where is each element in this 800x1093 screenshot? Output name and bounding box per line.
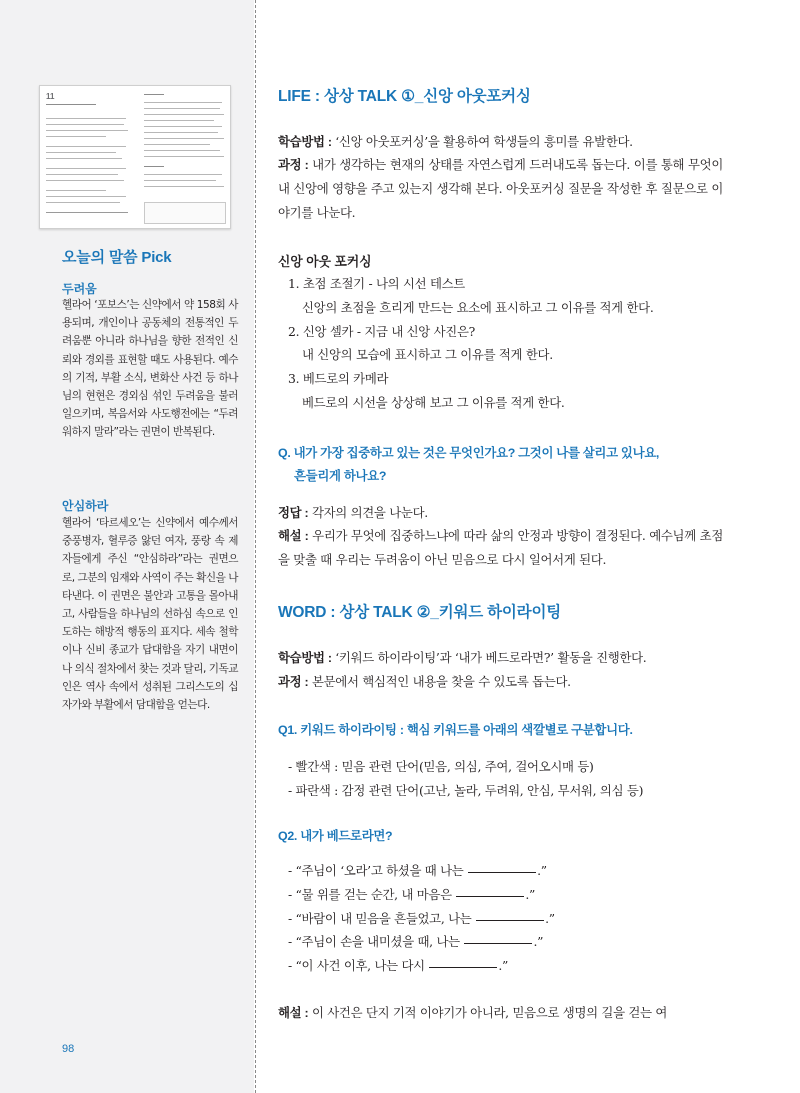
life-explanation [278,524,723,572]
prompt-end: .” [545,910,555,926]
focus-item-desc: 베드로의 시선을 상상해 보고 그 이유를 적게 한다. [302,394,565,410]
lesson-thumbnail [39,85,231,229]
word-method-label: 학습방법 : [278,651,332,665]
keyword-blue-item: - 파란색 : 감정 관련 단어(고난, 놀라, 두려워, 안심, 무서워, 의심 등) [288,782,644,798]
life-explain-label: 해설 : [278,529,309,543]
word-explain-text: 이 사건은 단지 기적 이야기가 아니라, 믿음으로 생명의 길을 걷는 여 [308,1005,668,1020]
life-method-label: 학습방법 : [278,135,332,149]
prompt-end: .” [498,958,509,974]
life-process-text: 내가 생각하는 현재의 상태를 자연스럽게 드러내도록 돕는다. 이를 통해 무엇이 내 신앙에 영향을 주고 있는지 생각해 본다. 아웃포커싱 질문을 작성한 후 질문으로 이야기를 나눈다. [278,157,723,220]
blank-line[interactable] [429,966,497,968]
prompt-text: - “바람이 내 믿음을 흔들었고, 나는 [288,910,476,926]
life-method [278,130,723,154]
keyword-color-list [288,755,728,803]
word-explanation [278,1001,723,1025]
focus-item-desc: 신앙의 초점을 흐리게 만드는 요소에 표시하고 그 이유를 적게 한다. [302,299,654,315]
focus-item-desc: 내 신앙의 모습에 표시하고 그 이유를 적게 한다. [302,347,553,363]
word-question-1: Q1. 키워드 하이라이팅 : 핵심 키워드를 아래의 색깔별로 구분합니다. [278,723,633,737]
life-process [278,153,723,224]
word-process-label: 과정 : [278,675,309,689]
focus-item-title: 1. 초점 조절기 - 나의 시선 테스트 [288,276,465,291]
page-number: 98 [62,1043,75,1055]
prompt-text: - “물 위를 걷는 순간, 내 마음은 [288,886,456,902]
prompt-item [288,883,728,907]
life-process-label: 과정 : [278,158,309,172]
focus-heading: 신앙 아웃 포커싱 [278,254,372,269]
prompt-text: - “주님이 손을 내미셨을 때, 나는 [288,934,464,950]
sidebar-heading-fear: 두려움 [62,282,97,296]
blank-line[interactable] [468,871,536,873]
life-question-line2: 흔들리게 하나요? [294,468,387,483]
life-answer-label: 정답 : [278,506,309,520]
word-method-text: ‘키워드 하이라이팅’과 ‘내가 베드로라면?’ 활동을 진행한다. [331,650,647,665]
sidebar-body-comfort: 헬라어 ‘타르세오’는 신약에서 예수께서 중풍병자, 혈루증 앓던 여자, 풍랑 속 제자들에게 주신 “안심하라”라는 권면으로, 그분의 임재와 사역이 주는 확신을 나타낸다. 이 권면은 불안과 고통을 몰아내고, 사람들을 하나님의 선하심 속으로 인도하는 해방적 행동의 표지다. 세속 철학이나 신비 종교가 답대함을 자기 내면이나 의식 절차에서 찾는 것과 달리, 기독교인은 역사 속에서 성취된 그리스도의 십자가와 부활에서 담대함을 얻는다. [62,517,238,712]
focus-item-title: 3. 베드로의 카메라 [288,371,389,387]
life-answer-text: 각자의 의견을 나눈다. [308,505,428,520]
word-question-2: Q2. 내가 베드로라면? [278,829,393,843]
prompt-end: .” [525,886,536,902]
thumbnail-number: 11 [46,92,55,101]
prompt-item [288,859,728,883]
prompt-item [288,954,728,978]
prompt-text: - “이 사건 이후, 나는 다시 [288,958,429,974]
life-question-line1: Q. 내가 가장 집중하고 있는 것은 무엇인가요? 그것이 나를 살리고 있나요, [278,446,660,460]
life-method-text: ‘신앙 아웃포커싱’을 활용하여 학생들의 흥미를 유발한다. [331,134,633,149]
sidebar-body-fear: 헬라어 ‘포보스’는 신약에서 약 158회 사용되며, 개인이나 공동체의 전통적인 두려움뿐 아니라 하나님을 향한 전적인 신뢰와 경외를 표현할 때도 사용된다. 예수의 기적, 부활 소식, 변화산 사건 등 하나님의 현현은 경외심 섞인 두려움을 불러일으키며, 복음서와 사도행전에는 “두려워하지 말라”라는 권면이 반복된다. [62,299,238,439]
life-explain-text: 우리가 무엇에 집중하느냐에 따라 삶의 안정과 방향이 결정된다. 예수님께 초점을 맞출 때 우리는 두려움이 아닌 믿음으로 다시 일어서게 된다. [278,528,723,568]
sidebar-heading-comfort: 안심하라 [62,499,109,513]
life-answer [278,501,723,525]
prompt-text: - “주님이 ‘오라’고 하셨을 때 나는 [288,863,468,878]
word-method [278,646,723,670]
page-divider [255,0,256,1093]
keyword-red-item: - 빨간색 : 믿음 관련 단어(믿음, 의심, 주여, 걸어오시매 등) [288,759,594,774]
prompt-item [288,907,728,931]
peter-prompts-list [288,859,728,978]
blank-line[interactable] [464,942,532,944]
prompt-end: .” [537,863,547,878]
blank-line[interactable] [476,919,544,921]
word-section-title: WORD : 상상 TALK ②_키워드 하이라이팅 [278,604,561,621]
life-section-title: LIFE : 상상 TALK ①_신앙 아웃포커싱 [278,88,531,105]
sidebar-title: 오늘의 말씀 Pick [62,249,172,266]
life-question [278,442,728,487]
prompt-end: .” [533,934,544,950]
word-process [278,670,723,694]
prompt-item [288,930,728,954]
word-process-text: 본문에서 핵심적인 내용을 찾을 수 있도록 돕는다. [308,674,571,689]
word-explain-label: 해설 : [278,1006,309,1020]
blank-line[interactable] [456,895,524,897]
focus-list [288,272,728,415]
focus-item-title: 2. 신앙 셀카 - 지금 내 신앙 사진은? [288,323,475,339]
